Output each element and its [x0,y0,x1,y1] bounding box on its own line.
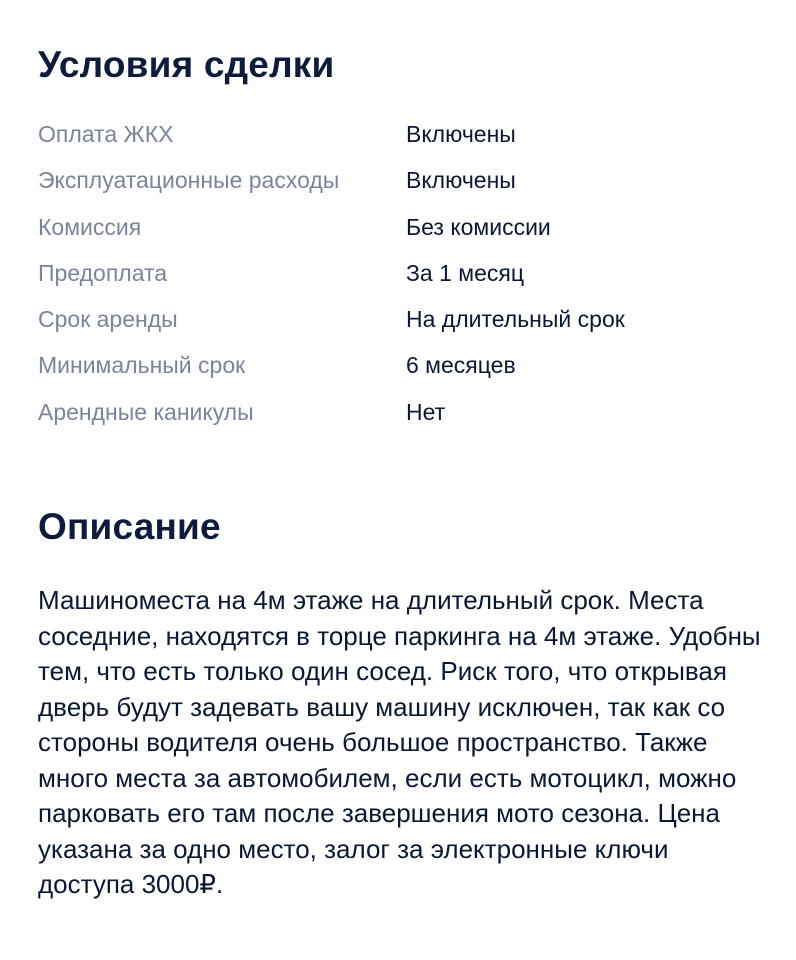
term-value: Без комиссии [406,213,551,240]
term-value: На длительный срок [406,306,625,333]
term-label: Оплата ЖКХ [38,121,174,147]
term-label: Эксплуатационные расходы [38,167,340,194]
description-text: Машиноместа на 4м этаже на длительный срок. Места соседние, находятся в торце паркинга на 4м этаже. Удобны тем, что есть только один сосед. Риск того, что открывая дверь будут задевать вашу машину исключен, так как со стороны водителя очень большое пространство. Также много места за автомобилем, если есть мотоцикл, можно парковать его там после завершения мото сезона. Цена указана за одно место, залог за электронные ключи доступа 3000₽. [38,585,761,899]
term-label: Минимальный срок [38,352,246,379]
term-value: Включены [406,167,516,194]
term-row-commission [38,209,778,255]
deal-terms-title: Условия сделки [38,44,335,85]
term-label: Срок аренды [38,306,178,333]
term-row-minimum-period [38,347,778,393]
term-label: Предоплата [38,259,168,286]
description-title: Описание [38,506,221,547]
term-label: Арендные каникулы [38,398,254,425]
term-value: Включены [406,121,516,147]
term-value: 6 месяцев [406,352,516,379]
deal-terms-list [38,116,778,440]
term-row-utilities [38,116,778,162]
term-label: Комиссия [38,213,142,240]
term-value: За 1 месяц [406,259,524,286]
term-row-rental-period [38,301,778,347]
term-row-rent-holidays [38,394,778,440]
term-row-operating-costs [38,162,778,208]
term-value: Нет [406,398,446,425]
term-row-prepayment [38,255,778,301]
